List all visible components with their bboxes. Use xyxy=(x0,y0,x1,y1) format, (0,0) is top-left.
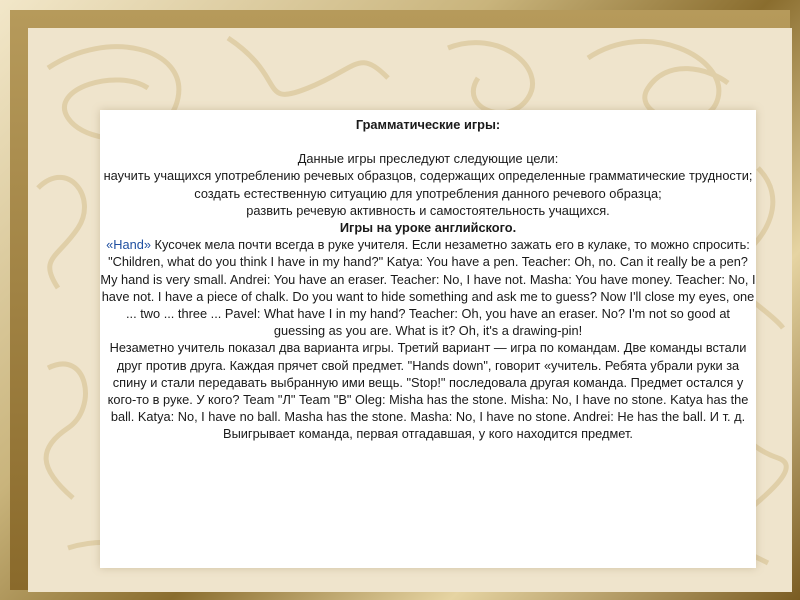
goals-intro: Данные игры преследуют следующие цели: xyxy=(297,151,559,167)
goal-item-1: научить учащихся употреблению речевых образцов, содержащих определенные грамматические трудности; xyxy=(103,168,753,184)
variants-paragraph: Незаметно учитель показал два варианта игры. Третий вариант — игра по командам. Две команды встали друг против друга. Каждая прячет свой предмет. "Hands down", говорит «учитель. Ребята убрали руки за спину и стали передавать выбранную ими вещь. "Stop!" последовала другая команда. Предмет остался у кого-то в руке. У кого? Team "Л" Team "В" Oleg: Misha has the stone. Misha: No, I have no stone. Katya has the ball. Katya: No, I have no ball. Masha has the stone. Masha: No, I have no stone. Andrei: He has the ball. И т. д. xyxy=(107,340,749,425)
winner-paragraph: Выигрывает команда, первая отгадавшая, у кого находится предмет. xyxy=(223,426,633,442)
slide-title: Грамматические игры: xyxy=(355,117,501,132)
dialogue-paragraph: "Children, what do you think I have in my hand?" Katya: You have a pen. Teacher: Oh, no. Can it really be a pen? My hand is very small. Andrei: You have an eraser. Teacher: No, I have not. Masha: You have money. Teacher: No, I have not. I have a piece of chalk. Do you want to hide something and ask me to guess? Now I'll close my eyes, one ... two ... three ... Pavel: What have I in my hand? Teacher: Oh, you have an eraser. No? I'm not so good at guessing as you are. What is it? Oh, it's a drawing-pin! xyxy=(100,254,756,339)
goal-item-3: развить речевую активность и самостоятельность учащихся. xyxy=(246,202,610,218)
game-description: Кусочек мела почти всегда в руке учителя. Если незаметно зажать его в кулаке, то можно спросить: xyxy=(150,237,750,253)
game-name-link[interactable]: «Hand» xyxy=(106,237,151,253)
frame-bevel xyxy=(10,10,790,590)
game-hand-paragraph xyxy=(100,236,756,253)
text-panel xyxy=(100,110,756,568)
goal-item-2: создать естественную ситуацию для употребления данного речевого образца; xyxy=(194,185,662,201)
slide xyxy=(28,28,792,592)
slide-content xyxy=(100,110,756,568)
section-heading: Игры на уроке английского. xyxy=(339,220,517,236)
spacer xyxy=(100,133,756,150)
